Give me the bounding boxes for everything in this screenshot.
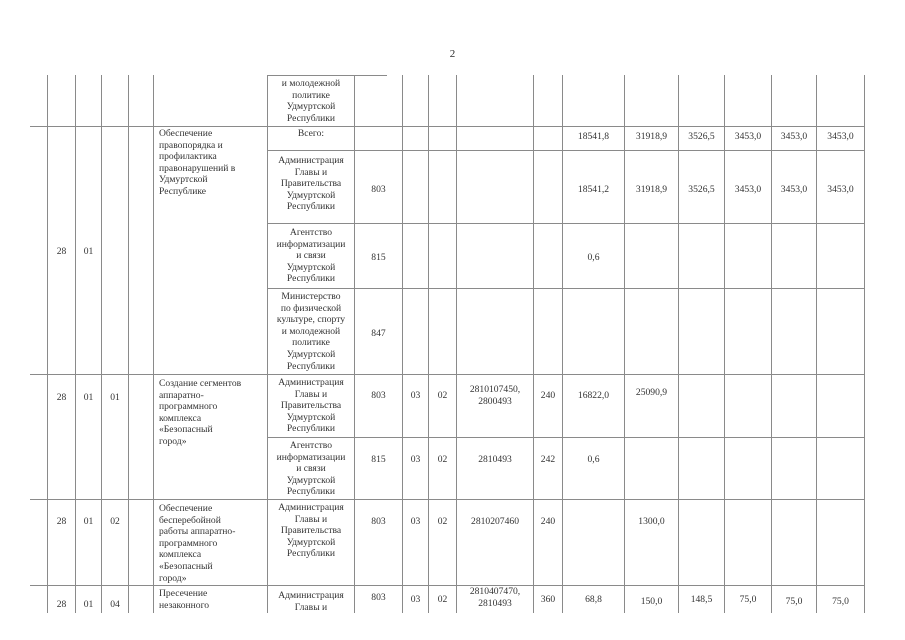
grid-line xyxy=(402,75,403,613)
section-code: 03 xyxy=(410,594,421,605)
code-c: 04 xyxy=(110,599,120,610)
program-name: Создание сегментов аппаратно- программного комплекса «Безопасный город» xyxy=(159,378,242,447)
code-b: 01 xyxy=(83,599,94,610)
grid-line xyxy=(771,75,772,613)
amount: 75,0 xyxy=(785,596,803,607)
org-name: Администрация Главы и Правительства Удмуртской Республики xyxy=(278,377,344,435)
org-code: 803 xyxy=(371,516,386,527)
amount: 3526,5 xyxy=(688,184,715,195)
grid-line xyxy=(678,75,679,613)
grid-line xyxy=(153,75,154,613)
target-article: 2810207460 xyxy=(471,516,519,527)
page-number: 2 xyxy=(449,48,456,60)
program-name: Обеспечение бесперебойной работы аппаратно- программного комплекса «Безопасный город» xyxy=(159,503,236,584)
org-name: Администрация Главы и xyxy=(278,590,344,613)
amount: 16822,0 xyxy=(577,390,610,401)
code-a: 28 xyxy=(56,516,67,527)
amount: 0,6 xyxy=(587,454,600,465)
org-code: 803 xyxy=(371,592,386,603)
section-code: 03 xyxy=(410,390,421,401)
amount: 75,0 xyxy=(832,596,849,607)
org-name: Администрация Главы и Правительства Удмуртской Республики xyxy=(278,155,344,213)
grid-line xyxy=(30,374,864,375)
target-article: 2810107450, 2800493 xyxy=(469,384,521,407)
target-article: 2810493 xyxy=(478,454,512,465)
subsection-code: 02 xyxy=(437,454,448,465)
total-value: 3526,5 xyxy=(688,131,715,142)
total-value: 3453,0 xyxy=(827,131,854,142)
grid-line xyxy=(354,75,355,613)
amount: 31918,9 xyxy=(635,184,668,195)
org-name: Агентство информатизации и связи Удмуртской Республики xyxy=(276,227,346,285)
grid-line xyxy=(47,75,48,613)
grid-line xyxy=(864,75,865,613)
org-continued: и молодежной политике Удмуртской Республики xyxy=(281,78,341,124)
grid-line xyxy=(624,75,625,613)
grid-line xyxy=(533,75,534,613)
amount: 68,8 xyxy=(585,594,602,605)
code-c: 02 xyxy=(110,516,120,527)
grid-line xyxy=(267,437,864,438)
org-code: 803 xyxy=(371,390,386,401)
amount: 150,0 xyxy=(640,596,663,607)
code-a: 28 xyxy=(56,392,67,403)
org-code: 815 xyxy=(371,252,386,263)
subsection-code: 02 xyxy=(437,594,448,605)
grid-line xyxy=(456,75,457,613)
grid-line xyxy=(267,150,864,151)
subsection-code: 02 xyxy=(437,390,448,401)
expense-type: 240 xyxy=(540,516,556,527)
code-a: 28 xyxy=(56,599,67,610)
section-code: 03 xyxy=(410,454,421,465)
program-name: Обеспечение правопорядка и профилактика правонарушений в Удмуртской Республике xyxy=(159,128,236,197)
org-code: 847 xyxy=(371,328,386,339)
code-b: 01 xyxy=(83,516,94,527)
org-name: Агентство информатизации и связи Удмуртской Республики xyxy=(276,440,346,498)
grid-line xyxy=(75,75,76,613)
total-value: 18541,8 xyxy=(577,131,610,142)
grid-line xyxy=(724,75,725,613)
target-article: 2810407470, 2810493 xyxy=(469,586,521,609)
amount: 1300,0 xyxy=(638,516,665,527)
amount: 25090,9 xyxy=(635,387,668,398)
org-name: Министерство по физической культуре, спорту и молодежной политике Удмуртской Республики xyxy=(276,291,346,372)
grid-line xyxy=(562,75,563,613)
total-value: 3453,0 xyxy=(734,131,762,142)
subsection-code: 02 xyxy=(437,516,448,527)
grid-line xyxy=(30,126,864,127)
amount: 148,5 xyxy=(690,594,713,605)
code-a: 28 xyxy=(56,246,67,257)
amount: 3453,0 xyxy=(827,184,854,195)
grid-line xyxy=(30,585,864,586)
org-code: 815 xyxy=(371,454,386,465)
grid-line xyxy=(267,223,864,224)
grid-line xyxy=(101,75,102,613)
amount: 18541,2 xyxy=(577,184,610,195)
org-code: 803 xyxy=(371,184,386,195)
grid-line xyxy=(428,75,429,613)
grid-line xyxy=(816,75,817,613)
grid-line xyxy=(267,75,387,76)
total-label: Всего: xyxy=(297,128,325,139)
grid-line xyxy=(30,499,864,500)
code-c: 01 xyxy=(110,392,120,403)
total-value: 3453,0 xyxy=(780,131,808,142)
amount: 3453,0 xyxy=(734,184,762,195)
expense-type: 240 xyxy=(540,390,556,401)
grid-line xyxy=(128,75,129,613)
total-value: 31918,9 xyxy=(635,131,668,142)
grid-line xyxy=(267,288,864,289)
expense-type: 242 xyxy=(540,454,556,465)
section-code: 03 xyxy=(410,516,421,527)
code-b: 01 xyxy=(83,392,94,403)
amount: 3453,0 xyxy=(780,184,808,195)
org-name: Администрация Главы и Правительства Удмуртской Республики xyxy=(278,502,344,560)
amount: 0,6 xyxy=(587,252,600,263)
amount: 75,0 xyxy=(739,594,757,605)
code-b: 01 xyxy=(83,246,94,257)
program-name: Пресечение незаконного xyxy=(159,588,210,611)
expense-type: 360 xyxy=(540,594,556,605)
